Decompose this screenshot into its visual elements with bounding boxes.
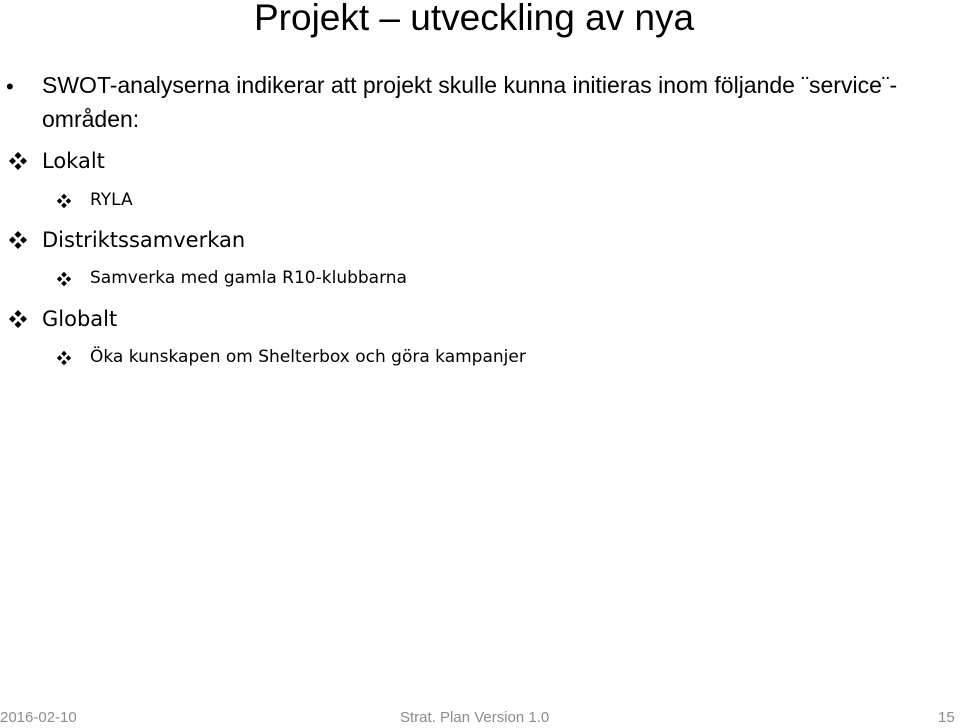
four-diamond-icon [8,151,28,171]
slide-title: Projekt – utveckling av nya [254,0,695,38]
four-diamond-icon [56,193,72,209]
list-item-distriktssamverkan: Distriktssamverkan [42,228,246,252]
intro-text: SWOT-analyserna indikerar att projekt skulle kunna initieras inom följande ¨service¨-områden: [42,72,898,132]
sub-item-samverka: Samverka med gamla R10-klubbarna [90,268,407,288]
four-diamond-icon [56,350,72,366]
footer-date: 2016-02-10 [0,709,77,726]
list-item-globalt: Globalt [42,307,118,331]
footer-center: Strat. Plan Version 1.0 [400,709,550,726]
sub-item-shelterbox: Öka kunskapen om Shelterbox och göra kampanjer [90,347,526,367]
four-diamond-icon [8,230,28,250]
sub-item-ryla: RYLA [90,190,133,210]
footer-page-number: 15 [938,709,955,726]
bullet-dot-icon: • [6,74,14,99]
four-diamond-icon [8,309,28,329]
list-item-lokalt: Lokalt [42,149,105,173]
four-diamond-icon [56,271,72,287]
